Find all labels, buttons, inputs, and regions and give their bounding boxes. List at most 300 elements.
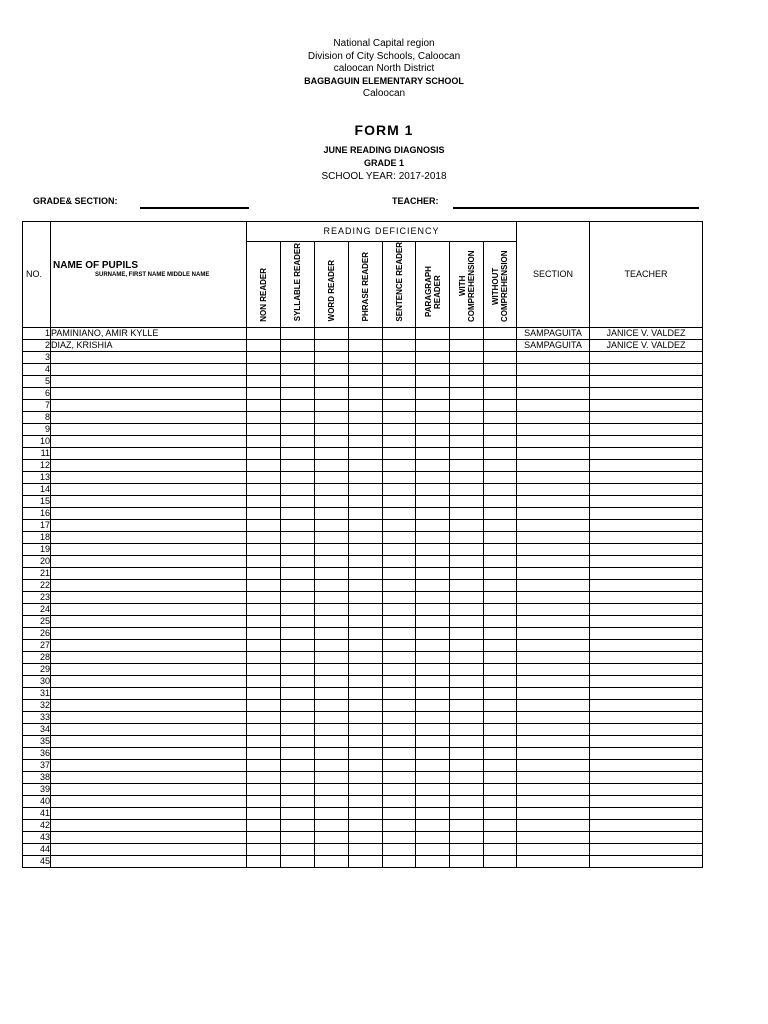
table-row [23, 363, 703, 375]
deficiency-cell [484, 495, 517, 507]
deficiency-cell [247, 711, 281, 723]
deficiency-cell [281, 483, 315, 495]
deficiency-cell [281, 807, 315, 819]
deficiency-cell [349, 399, 383, 411]
deficiency-cell [484, 459, 517, 471]
teacher-cell [590, 555, 703, 567]
row-number: 33 [23, 711, 51, 723]
with-comprehension-header: WITH COMPREHENSION [450, 242, 484, 328]
row-number: 12 [23, 459, 51, 471]
deficiency-cell [349, 627, 383, 639]
row-number: 1 [23, 327, 51, 339]
pupil-name [51, 603, 247, 615]
section-cell [517, 795, 590, 807]
teacher-cell [590, 471, 703, 483]
deficiency-cell [247, 339, 281, 351]
deficiency-cell [315, 807, 349, 819]
deficiency-cell [349, 843, 383, 855]
deficiency-cell [281, 447, 315, 459]
pupil-name [51, 435, 247, 447]
section-cell [517, 519, 590, 531]
deficiency-cell [383, 723, 416, 735]
deficiency-cell [450, 675, 484, 687]
deficiency-cell [281, 771, 315, 783]
deficiency-cell [416, 615, 450, 627]
deficiency-cell [281, 855, 315, 867]
deficiency-cell [383, 843, 416, 855]
row-number: 44 [23, 843, 51, 855]
deficiency-cell [349, 447, 383, 459]
deficiency-cell [247, 375, 281, 387]
section-cell [517, 483, 590, 495]
table-row [23, 723, 703, 735]
pupil-name [51, 483, 247, 495]
deficiency-cell [416, 807, 450, 819]
table-row [23, 615, 703, 627]
deficiency-cell [416, 459, 450, 471]
table-row [23, 807, 703, 819]
row-number: 21 [23, 567, 51, 579]
section-cell [517, 735, 590, 747]
teacher-cell [590, 795, 703, 807]
pupil-name [51, 555, 247, 567]
deficiency-cell [416, 591, 450, 603]
section-cell [517, 447, 590, 459]
deficiency-cell [349, 831, 383, 843]
deficiency-cell [281, 747, 315, 759]
deficiency-cell [383, 519, 416, 531]
teacher-cell [590, 591, 703, 603]
pupil-name [51, 639, 247, 651]
deficiency-cell [450, 579, 484, 591]
deficiency-cell [281, 711, 315, 723]
deficiency-cell [416, 759, 450, 771]
pupil-name [51, 363, 247, 375]
teacher-cell [590, 387, 703, 399]
deficiency-cell [349, 711, 383, 723]
table-row [23, 567, 703, 579]
teacher-cell [590, 567, 703, 579]
teacher-cell [590, 759, 703, 771]
table-row [23, 747, 703, 759]
pupil-name [51, 759, 247, 771]
deficiency-cell [247, 531, 281, 543]
section-cell [517, 567, 590, 579]
deficiency-cell [450, 543, 484, 555]
deficiency-cell [416, 567, 450, 579]
deficiency-cell [416, 435, 450, 447]
pupil-name [51, 507, 247, 519]
row-number: 8 [23, 411, 51, 423]
deficiency-cell [247, 351, 281, 363]
teacher-cell [590, 495, 703, 507]
teacher-cell [590, 531, 703, 543]
deficiency-cell [315, 435, 349, 447]
deficiency-cell [383, 555, 416, 567]
deficiency-cell [349, 735, 383, 747]
deficiency-cell [383, 483, 416, 495]
deficiency-cell [484, 339, 517, 351]
deficiency-cell [281, 555, 315, 567]
deficiency-cell [247, 579, 281, 591]
deficiency-cell [315, 639, 349, 651]
deficiency-cell [349, 507, 383, 519]
deficiency-cell [281, 399, 315, 411]
deficiency-cell [484, 675, 517, 687]
deficiency-cell [450, 327, 484, 339]
deficiency-cell [383, 399, 416, 411]
table-row [23, 651, 703, 663]
deficiency-cell [484, 555, 517, 567]
name-header-label: NAME OF PUPILS [53, 260, 139, 271]
row-number: 16 [23, 507, 51, 519]
deficiency-cell [416, 783, 450, 795]
deficiency-cell [450, 711, 484, 723]
deficiency-cell [315, 687, 349, 699]
deficiency-cell [247, 627, 281, 639]
pupil-name [51, 423, 247, 435]
deficiency-cell [383, 363, 416, 375]
deficiency-cell [247, 567, 281, 579]
deficiency-cell [281, 795, 315, 807]
teacher-cell [590, 543, 703, 555]
deficiency-cell [383, 531, 416, 543]
deficiency-cell [349, 495, 383, 507]
deficiency-cell [349, 687, 383, 699]
deficiency-cell [315, 327, 349, 339]
section-cell [517, 711, 590, 723]
deficiency-cell [281, 639, 315, 651]
deficiency-cell [315, 519, 349, 531]
table-row [23, 531, 703, 543]
row-number: 28 [23, 651, 51, 663]
teacher-cell [590, 627, 703, 639]
row-number: 43 [23, 831, 51, 843]
deficiency-cell [450, 831, 484, 843]
deficiency-cell [484, 615, 517, 627]
deficiency-cell [349, 591, 383, 603]
teacher-field-label: TEACHER: [392, 196, 439, 206]
pupil-name [51, 675, 247, 687]
deficiency-cell [450, 555, 484, 567]
section-cell [517, 687, 590, 699]
section-cell [517, 771, 590, 783]
deficiency-cell [383, 639, 416, 651]
deficiency-cell [349, 531, 383, 543]
deficiency-cell [416, 411, 450, 423]
deficiency-cell [484, 687, 517, 699]
deficiency-cell [383, 783, 416, 795]
grade-heading: GRADE 1 [363, 158, 404, 168]
deficiency-cell [450, 567, 484, 579]
deficiency-cell [450, 627, 484, 639]
deficiency-cell [247, 723, 281, 735]
deficiency-cell [416, 447, 450, 459]
table-row [23, 735, 703, 747]
teacher-cell [590, 399, 703, 411]
deficiency-cell [281, 843, 315, 855]
deficiency-cell [416, 627, 450, 639]
deficiency-cell [450, 591, 484, 603]
section-cell: SAMPAGUITA [517, 339, 590, 351]
deficiency-cell [450, 519, 484, 531]
deficiency-cell [383, 375, 416, 387]
deficiency-cell [416, 519, 450, 531]
deficiency-cell [349, 747, 383, 759]
deficiency-cell [349, 783, 383, 795]
table-row [23, 543, 703, 555]
deficiency-cell [450, 471, 484, 483]
deficiency-cell [383, 699, 416, 711]
deficiency-cell [383, 423, 416, 435]
deficiency-cell [416, 375, 450, 387]
deficiency-cell [450, 843, 484, 855]
deficiency-cell [484, 639, 517, 651]
table-row [23, 603, 703, 615]
table-row [23, 351, 703, 363]
deficiency-cell [484, 543, 517, 555]
deficiency-cell [349, 615, 383, 627]
deficiency-cell [349, 327, 383, 339]
non-reader-header: NON READER [247, 242, 281, 328]
deficiency-cell [315, 651, 349, 663]
deficiency-cell [281, 351, 315, 363]
teacher-cell [590, 663, 703, 675]
deficiency-cell [281, 627, 315, 639]
table-row [23, 399, 703, 411]
city-line: Caloocan [362, 88, 406, 99]
deficiency-cell [247, 843, 281, 855]
deficiency-cell [349, 423, 383, 435]
table-row [23, 387, 703, 399]
row-number: 20 [23, 555, 51, 567]
deficiency-cell [247, 603, 281, 615]
deficiency-cell [450, 723, 484, 735]
pupil-name [51, 723, 247, 735]
deficiency-cell [247, 807, 281, 819]
teacher-cell [590, 735, 703, 747]
table-row [23, 759, 703, 771]
form-title: FORM 1 [354, 122, 414, 138]
deficiency-cell [484, 423, 517, 435]
deficiency-cell [484, 483, 517, 495]
deficiency-cell [349, 519, 383, 531]
deficiency-cell [349, 435, 383, 447]
deficiency-cell [349, 699, 383, 711]
row-number: 23 [23, 591, 51, 603]
deficiency-cell [349, 411, 383, 423]
section-cell [517, 843, 590, 855]
section-cell [517, 471, 590, 483]
no-header: NO. [23, 222, 51, 328]
deficiency-cell [416, 843, 450, 855]
deficiency-cell [349, 555, 383, 567]
deficiency-cell [450, 387, 484, 399]
deficiency-cell [484, 447, 517, 459]
table-row [23, 831, 703, 843]
pupil-name [51, 351, 247, 363]
teacher-cell [590, 411, 703, 423]
section-cell [517, 423, 590, 435]
deficiency-cell [383, 435, 416, 447]
deficiency-cell [315, 531, 349, 543]
deficiency-cell [383, 663, 416, 675]
section-cell [517, 831, 590, 843]
deficiency-cell [247, 507, 281, 519]
row-number: 18 [23, 531, 51, 543]
row-number: 17 [23, 519, 51, 531]
deficiency-cell [315, 759, 349, 771]
deficiency-cell [247, 435, 281, 447]
teacher-cell: JANICE V. VALDEZ [590, 339, 703, 351]
deficiency-cell [416, 711, 450, 723]
deficiency-cell [450, 759, 484, 771]
section-cell [517, 579, 590, 591]
section-cell [517, 603, 590, 615]
deficiency-cell [450, 603, 484, 615]
section-cell [517, 459, 590, 471]
pupil-name [51, 387, 247, 399]
deficiency-cell [315, 627, 349, 639]
row-number: 2 [23, 339, 51, 351]
teacher-cell [590, 435, 703, 447]
phrase-reader-header: PHRASE READER [349, 242, 383, 328]
table-row [23, 519, 703, 531]
deficiency-cell [247, 327, 281, 339]
table-row [23, 447, 703, 459]
school-name: BAGBAGUIN ELEMENTARY SCHOOL [304, 76, 464, 86]
pupil-name: DIAZ, KRISHIA [51, 339, 247, 351]
deficiency-cell [484, 831, 517, 843]
deficiency-cell [450, 699, 484, 711]
deficiency-cell [416, 675, 450, 687]
deficiency-cell [281, 531, 315, 543]
deficiency-cell [315, 855, 349, 867]
deficiency-cell [281, 579, 315, 591]
deficiency-cell [349, 471, 383, 483]
row-number: 25 [23, 615, 51, 627]
deficiency-cell [315, 795, 349, 807]
deficiency-cell [349, 603, 383, 615]
deficiency-cell [281, 615, 315, 627]
deficiency-cell [450, 807, 484, 819]
teacher-cell [590, 687, 703, 699]
deficiency-cell [315, 459, 349, 471]
deficiency-cell [383, 795, 416, 807]
deficiency-cell [247, 795, 281, 807]
pupil-name [51, 459, 247, 471]
deficiency-cell [416, 555, 450, 567]
deficiency-cell [247, 447, 281, 459]
deficiency-cell [349, 651, 383, 663]
section-cell [517, 363, 590, 375]
deficiency-cell [484, 795, 517, 807]
deficiency-cell [247, 759, 281, 771]
deficiency-cell [247, 699, 281, 711]
deficiency-cell [383, 735, 416, 747]
deficiency-cell [315, 351, 349, 363]
teacher-line [453, 207, 699, 209]
deficiency-cell [416, 471, 450, 483]
teacher-cell [590, 579, 703, 591]
table-row [23, 423, 703, 435]
row-number: 42 [23, 819, 51, 831]
row-number: 7 [23, 399, 51, 411]
deficiency-cell [383, 507, 416, 519]
deficiency-cell [315, 783, 349, 795]
row-number: 35 [23, 735, 51, 747]
deficiency-cell [281, 651, 315, 663]
deficiency-cell [484, 855, 517, 867]
deficiency-cell [315, 735, 349, 747]
pupil-name [51, 783, 247, 795]
row-number: 14 [23, 483, 51, 495]
deficiency-cell [383, 747, 416, 759]
teacher-cell [590, 807, 703, 819]
table-row [23, 579, 703, 591]
deficiency-cell [484, 471, 517, 483]
deficiency-cell [416, 687, 450, 699]
deficiency-cell [315, 675, 349, 687]
row-number: 19 [23, 543, 51, 555]
deficiency-cell [383, 615, 416, 627]
deficiency-cell [247, 687, 281, 699]
deficiency-cell [247, 831, 281, 843]
deficiency-cell [484, 723, 517, 735]
deficiency-cell [247, 639, 281, 651]
deficiency-cell [281, 327, 315, 339]
paragraph-reader-header: PARAGRAPH READER [416, 242, 450, 328]
section-cell [517, 507, 590, 519]
teacher-cell [590, 783, 703, 795]
deficiency-cell [315, 603, 349, 615]
deficiency-cell [383, 627, 416, 639]
pupil-name [51, 855, 247, 867]
grade-section-label: GRADE& SECTION: [33, 196, 118, 206]
deficiency-cell [450, 651, 484, 663]
without-comprehension-header: WITHOUT COMPREHENSION [484, 242, 517, 328]
deficiency-cell [416, 507, 450, 519]
row-number: 11 [23, 447, 51, 459]
teacher-cell [590, 519, 703, 531]
deficiency-cell [281, 723, 315, 735]
deficiency-cell [450, 435, 484, 447]
deficiency-cell [416, 831, 450, 843]
deficiency-cell [383, 675, 416, 687]
row-number: 15 [23, 495, 51, 507]
reading-deficiency-header: READING DEFICIENCY [247, 222, 517, 242]
deficiency-cell [450, 855, 484, 867]
row-number: 31 [23, 687, 51, 699]
section-cell [517, 807, 590, 819]
deficiency-cell [315, 747, 349, 759]
deficiency-cell [484, 603, 517, 615]
table-row [23, 555, 703, 567]
deficiency-cell [247, 783, 281, 795]
deficiency-cell [484, 735, 517, 747]
deficiency-cell [349, 723, 383, 735]
row-number: 26 [23, 627, 51, 639]
deficiency-cell [349, 483, 383, 495]
deficiency-cell [247, 543, 281, 555]
deficiency-cell [247, 591, 281, 603]
deficiency-cell [349, 819, 383, 831]
deficiency-cell [484, 807, 517, 819]
deficiency-cell [484, 567, 517, 579]
deficiency-cell [281, 819, 315, 831]
deficiency-cell [281, 735, 315, 747]
deficiency-cell [383, 819, 416, 831]
